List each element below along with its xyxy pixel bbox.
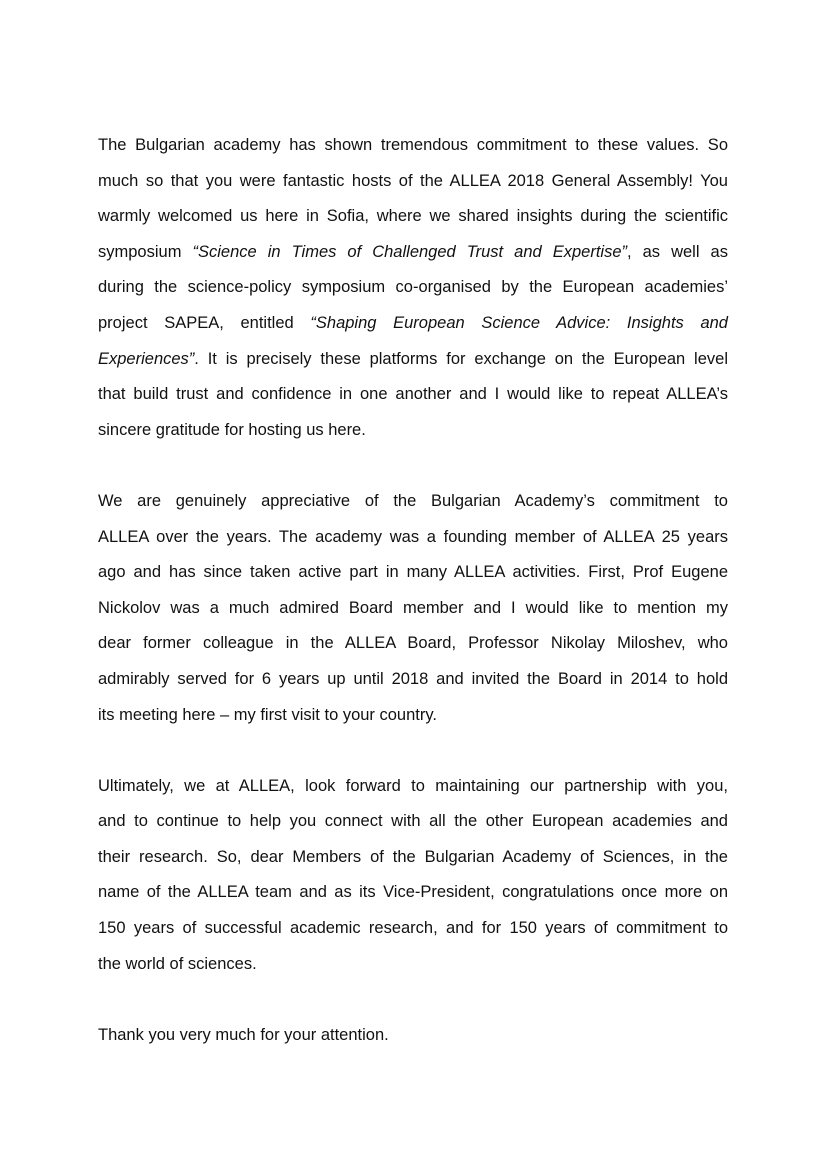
text-segment: its meeting here – my first visit to your country. bbox=[98, 705, 437, 724]
text-line bbox=[98, 1018, 728, 1054]
text-line bbox=[98, 164, 728, 200]
text-segment: sincere gratitude for hosting us here. bbox=[98, 420, 366, 439]
text-line bbox=[98, 342, 728, 378]
text-segment: name of the ALLEA team and as its Vice-President, congratulations once more on bbox=[98, 883, 728, 902]
paragraph-2 bbox=[98, 484, 728, 733]
text-segment: 150 years of successful academic research, and for 150 years of commitment to bbox=[98, 919, 728, 938]
text-segment: We are genuinely appreciative of the Bulgarian Academy’s commitment to bbox=[98, 491, 728, 510]
text-line bbox=[98, 911, 728, 947]
text-line bbox=[98, 235, 728, 271]
text-segment: during the science-policy symposium co-organised by the European academies’ bbox=[98, 278, 728, 297]
text-line bbox=[98, 413, 728, 449]
text-line bbox=[98, 306, 728, 342]
text-segment: their research. So, dear Members of the Bulgarian Academy of Sciences, in the bbox=[98, 847, 728, 866]
text-segment: Thank you very much for your attention. bbox=[98, 1025, 389, 1044]
text-segment: project SAPEA, entitled bbox=[98, 313, 311, 332]
text-segment: much so that you were fantastic hosts of the ALLEA 2018 General Assembly! You bbox=[98, 171, 728, 190]
text-line bbox=[98, 520, 728, 556]
text-segment: ago and has since taken active part in many ALLEA activities. First, Prof Eugene bbox=[98, 563, 728, 582]
italic-title: Experiences” bbox=[98, 349, 195, 368]
text-segment: ALLEA over the years. The academy was a founding member of ALLEA 25 years bbox=[98, 527, 728, 546]
text-line bbox=[98, 698, 728, 734]
text-segment: dear former colleague in the ALLEA Board, Professor Nikolay Miloshev, who bbox=[98, 634, 728, 653]
text-line bbox=[98, 377, 728, 413]
text-line bbox=[98, 626, 728, 662]
italic-title: “Shaping European Science Advice: Insights and bbox=[310, 313, 728, 332]
text-segment: . It is precisely these platforms for exchange on the European level bbox=[194, 349, 728, 368]
paragraph-3 bbox=[98, 769, 728, 983]
text-line bbox=[98, 591, 728, 627]
text-line bbox=[98, 128, 728, 164]
text-segment: the world of sciences. bbox=[98, 954, 257, 973]
text-line bbox=[98, 270, 728, 306]
speech-text bbox=[98, 128, 728, 1053]
text-line bbox=[98, 484, 728, 520]
paragraph-closing bbox=[98, 1018, 728, 1054]
text-line bbox=[98, 662, 728, 698]
text-line bbox=[98, 555, 728, 591]
text-line bbox=[98, 199, 728, 235]
text-segment: that build trust and confidence in one another and I would like to repeat ALLEA’s bbox=[98, 385, 728, 404]
text-line bbox=[98, 804, 728, 840]
text-segment: The Bulgarian academy has shown tremendous commitment to these values. So bbox=[98, 136, 728, 154]
paragraph-1 bbox=[98, 128, 728, 448]
text-line bbox=[98, 947, 728, 983]
italic-title: “Science in Times of Challenged Trust and Expertise” bbox=[192, 242, 627, 261]
text-segment: warmly welcomed us here in Sofia, where we shared insights during the scientific bbox=[98, 207, 728, 226]
text-segment: , as well as bbox=[627, 242, 728, 261]
text-segment: symposium bbox=[98, 242, 193, 261]
text-line bbox=[98, 769, 728, 805]
text-line bbox=[98, 875, 728, 911]
text-segment: Nickolov was a much admired Board member and I would like to mention my bbox=[98, 598, 728, 617]
text-segment: Ultimately, we at ALLEA, look forward to maintaining our partnership with you, bbox=[98, 776, 728, 795]
text-segment: admirably served for 6 years up until 2018 and invited the Board in 2014 to hold bbox=[98, 669, 728, 688]
text-segment: and to continue to help you connect with all the other European academies and bbox=[98, 812, 728, 831]
text-line bbox=[98, 840, 728, 876]
